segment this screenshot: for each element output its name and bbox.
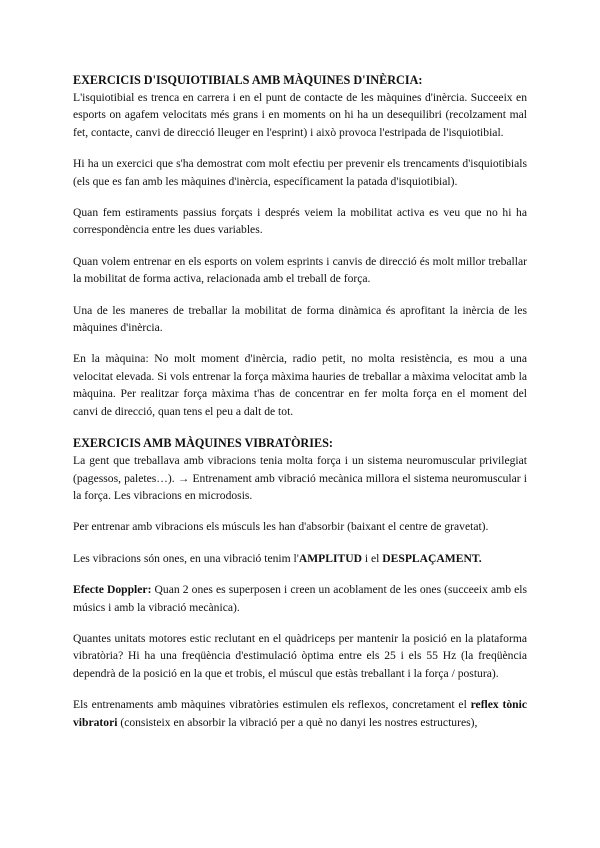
paragraph: Quan fem estiraments passius forçats i després veiem la mobilitat activa es veu que no hi ha correspondència entre les dues variables. bbox=[73, 206, 527, 237]
section-heading-vibratories: EXERCICIS AMB MÀQUINES VIBRATÒRIES: bbox=[73, 436, 333, 451]
text-run: Els entrenaments amb màquines vibratòries estimulen els reflexos, concretament el bbox=[73, 698, 471, 712]
paragraph: Quan volem entrenar en els esports on volem esprints i canvis de direcció és molt millor treballar la mobilitat de forma activa, relacionada amb el treball de força. bbox=[73, 254, 527, 286]
paragraph: En la màquina: No molt moment d'inèrcia, radio petit, no molta resistència, es mou a una velocitat elevada. Si vols entrenar la força màxima hauries de treballar a màxima velocitat amb la màquina. Per realitzar força màxima t'has de concentrar en fer molta força en el moment del canvi de direcció, quan tens el peu a dalt de tot. bbox=[73, 352, 527, 418]
bold-term-doppler: Efecte Doppler: bbox=[73, 583, 152, 597]
text-run: i el bbox=[361, 551, 383, 565]
text-run: (consisteix en absorbir la vibració per a què no danyi les nostres estructures), bbox=[117, 715, 478, 729]
paragraph: Hi ha un exercici que s'ha demostrat com molt efectiu per prevenir els trencaments d'isquiotibials (els que es fan amb les màquines d'inèrcia, específicament la patada d'isquiotibial). bbox=[73, 157, 527, 188]
bold-term-reflex: reflex tònic vibratori bbox=[73, 698, 527, 729]
paragraph: L'isquiotibial es trenca en carrera i en el punt de contacte de les màquines d'inèrcia. Succeeix en esports on agafem velocitats més grans i en moments on hi ha un desequilibri (recolzament mal fet, contacte, canvi de direcció lleuger en l'esprint) i això provoca l'estripada de l'isquiotibial. bbox=[73, 91, 527, 139]
paragraph: La gent que treballava amb vibracions tenia molta força i un sistema neuromuscular privilegiat (pagessos, paletes…). → Entrenament amb vibració mecànica millora el sistema neuromuscular i la força. Les vibracions en microdosis. bbox=[73, 454, 527, 502]
section-heading-isquiotibials: EXERCICIS D'ISQUIOTIBIALS AMB MÀQUINES D'INÈRCIA: bbox=[73, 73, 423, 87]
text-run: Quan 2 ones es superposen i creen un acoblament de les ones (succeeix amb els músics i amb la vibració mecànica). bbox=[73, 583, 527, 614]
paragraph bbox=[73, 550, 527, 567]
text-run: Les vibracions són ones, en una vibració tenim l' bbox=[73, 551, 299, 565]
bold-term-amplitud: AMPLITUD bbox=[298, 551, 362, 565]
bold-term-desplacament: DESPLAÇAMENT. bbox=[382, 551, 482, 565]
paragraph bbox=[73, 696, 527, 731]
paragraph: Quantes unitats motores estic reclutant en el quàdriceps per mantenir la posició en la plataforma vibratòria? Hi ha una freqüència d'estimulació òptima entre els 25 i els 55 Hz (la freqüència dependrà de la posició en la que et trobis, el múscul que estàs treballant i la força / postura). bbox=[73, 631, 527, 680]
paragraph: Per entrenar amb vibracions els músculs les han d'absorbir (baixant el centre de gravetat). bbox=[73, 520, 489, 534]
paragraph bbox=[73, 581, 527, 616]
paragraph: Una de les maneres de treballar la mobilitat de forma dinàmica és aprofitant la inèrcia de les màquines d'inèrcia. bbox=[73, 303, 527, 335]
